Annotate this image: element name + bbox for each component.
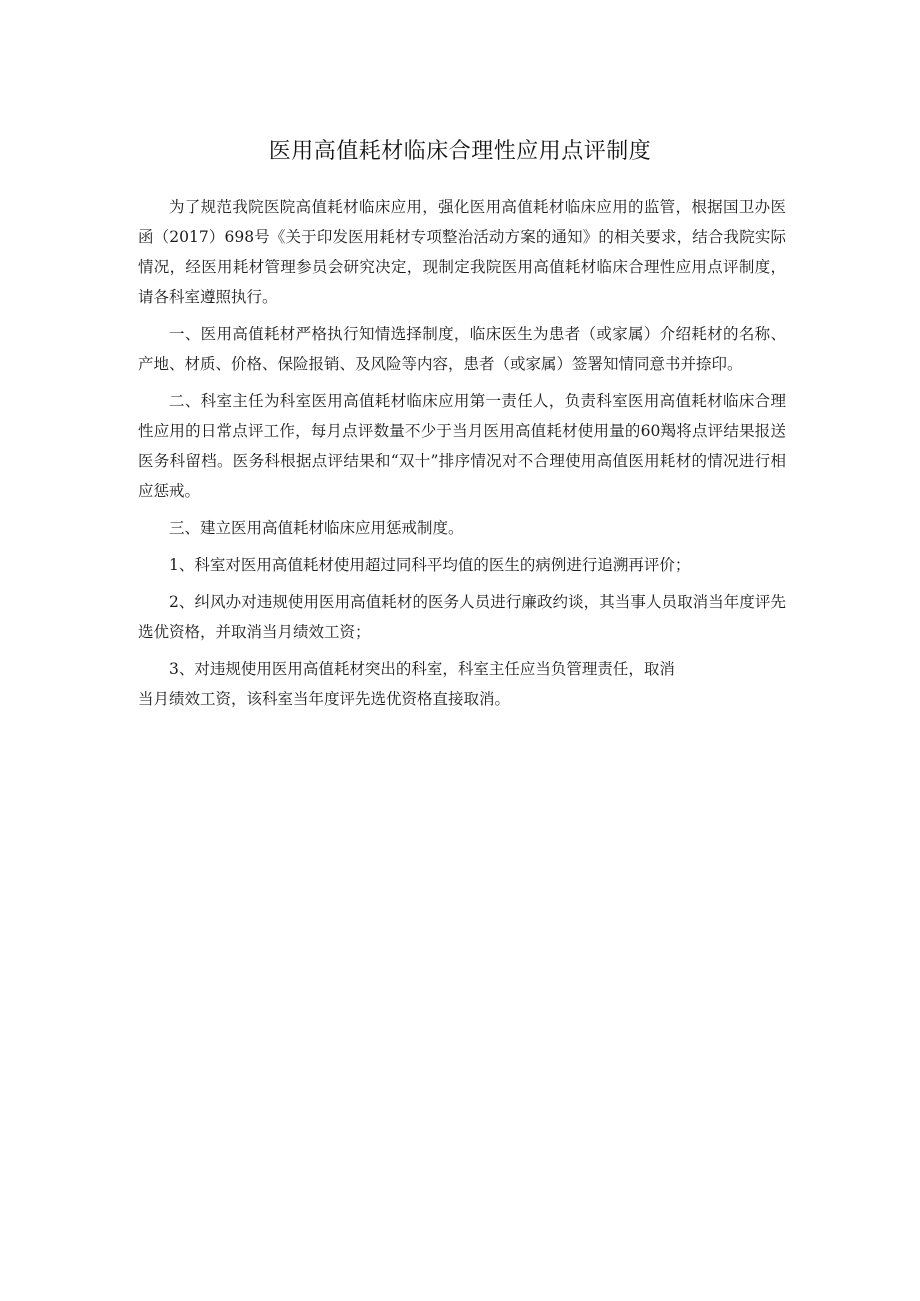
paragraph-section-1: 一、医用高值耗材严格执行知情选择制度，临床医生为患者（或家属）介绍耗材的名称、产地、材质、价格、保险报销、及风险等内容，患者（或家属）签署知情同意书并捺印。 xyxy=(138,325,786,373)
document-title: 医用高值耗材临床合理性应用点评制度 xyxy=(268,139,652,164)
paragraph-item-3: 3、对违规使用医用高值耗材突出的科室，科室主任应当负管理责任，取消 xyxy=(169,660,675,678)
paragraph-section-2: 二、科室主任为科室医用高值耗材临床应用第一责任人，负责科室医用高值耗材临床合理性应用的日常点评工作，每月点评数量不少于当月医用高值耗材使用量的60羯将点评结果报送医务科留档。医务科根据点评结果和“双十”排序情况对不合理使用高值医用耗材的情况进行相应惩戒。 xyxy=(138,392,786,500)
paragraph-section-3: 三、建立医用高值耗材临床应用惩戒制度。 xyxy=(169,519,464,537)
paragraph-intro: 为了规范我院医院高值耗材临床应用，强化医用高值耗材临床应用的监管，根据国卫办医函（2017）698号《关于印发医用耗材专项整治活动方案的通知》的相关要求，结合我院实际情况，经医用耗材管理参员会研究决定，现制定我院医用高值耗材临床合理性应用点评制度，请各科室遵照执行。 xyxy=(138,198,786,306)
paragraph-item-2: 2、纠风办对违规使用医用高值耗材的医务人员进行廉政约谈，其当事人员取消当年度评先选优资格，并取消当月绩效工资； xyxy=(138,593,786,641)
paragraph-item-3-continuation: 当月绩效工资，该科室当年度评先选优资格直接取消。 xyxy=(138,690,511,708)
paragraph-item-1: 1、科室对医用高值耗材使用超过同科平均值的医生的病例进行追溯再评价； xyxy=(169,556,691,574)
document-body xyxy=(138,192,786,714)
